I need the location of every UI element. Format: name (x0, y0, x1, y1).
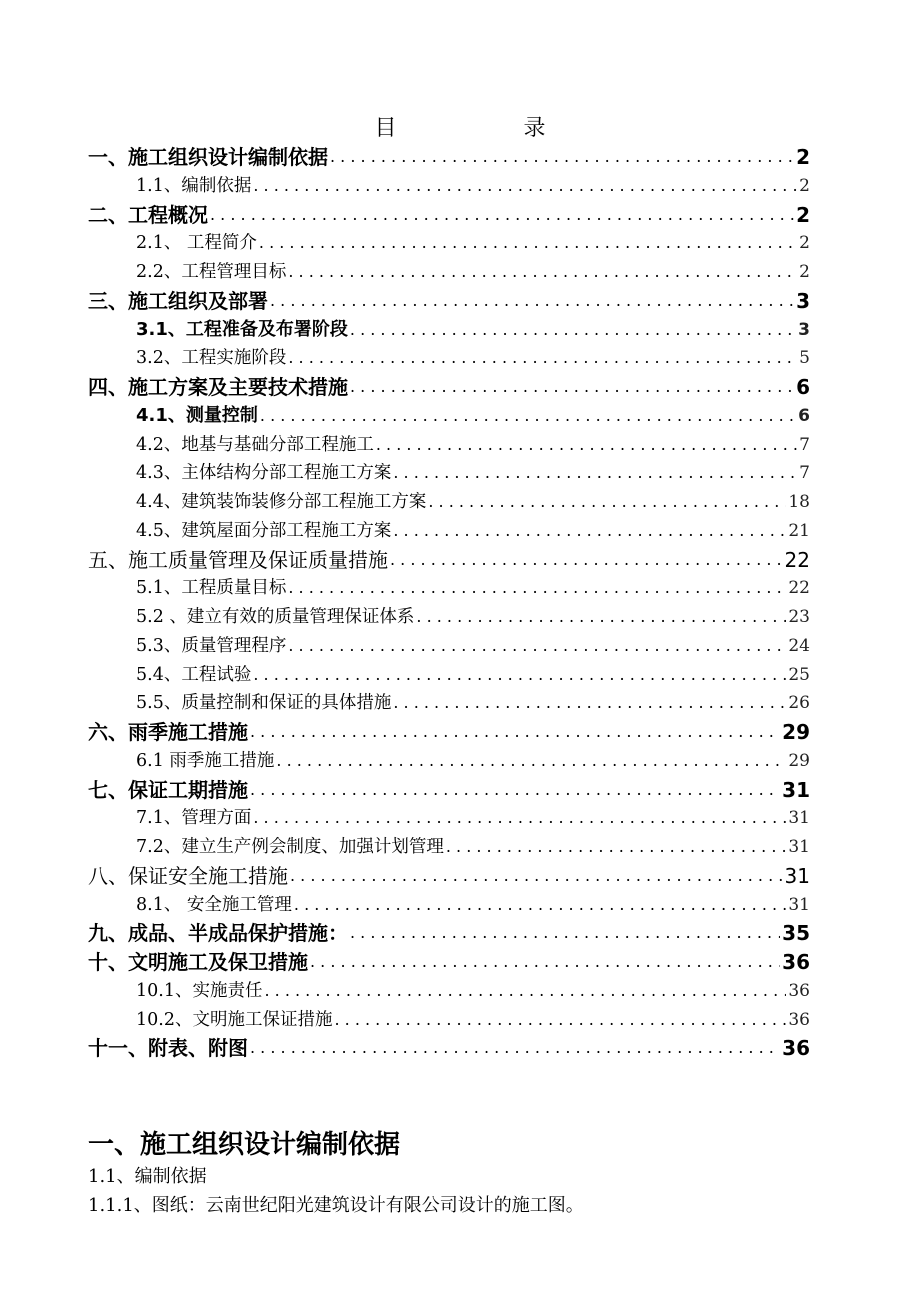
toc-subentry[interactable] (136, 977, 810, 1005)
toc-subentry[interactable] (136, 459, 810, 487)
toc-page-number: 31 (782, 777, 810, 802)
toc-entry[interactable] (88, 1034, 810, 1062)
toc-subentry[interactable] (136, 632, 810, 660)
dot-leader (393, 689, 786, 717)
toc-page-number: 22 (788, 578, 810, 599)
toc-page-number: 3 (798, 319, 810, 340)
body-paragraph: 1.1.1、图纸：云南世纪阳光建筑设计有限公司设计的施工图。 (88, 1195, 584, 1216)
toc-entry[interactable] (88, 373, 810, 401)
toc-subentry[interactable] (136, 344, 810, 372)
toc-entry-label: 10.1、实施责任 (136, 980, 263, 1001)
toc-subentry[interactable] (136, 689, 810, 717)
toc-page-number: 2 (796, 145, 810, 169)
dot-leader (350, 919, 780, 947)
toc-entry-label: 5.4、工程试验 (136, 664, 252, 685)
dot-leader (393, 459, 797, 487)
toc-page-number: 35 (782, 921, 810, 946)
toc-page-number: 36 (782, 1036, 810, 1061)
dot-leader (288, 632, 786, 660)
toc-subentry[interactable] (136, 402, 810, 430)
dot-leader (376, 431, 797, 459)
dot-leader (250, 718, 780, 746)
dot-leader (350, 373, 794, 401)
toc-page-number: 29 (788, 750, 810, 771)
toc-page-number: 31 (788, 808, 810, 829)
toc-entry-label: 二、工程概况 (88, 202, 208, 227)
dot-leader (210, 201, 794, 229)
dot-leader (294, 891, 786, 919)
toc-page-number: 5 (799, 348, 810, 369)
toc-subentry[interactable] (136, 804, 810, 832)
dot-leader (290, 862, 783, 890)
dot-leader (250, 1034, 780, 1062)
toc-subentry[interactable] (136, 661, 810, 689)
toc-page-number: 31 (788, 837, 810, 857)
toc-entry-label: 7.1、管理方面 (136, 808, 252, 829)
toc-entry-label: 10.2、文明施工保证措施 (136, 1009, 333, 1030)
dot-leader (446, 833, 787, 861)
toc-entry-label: 九、成品、半成品保护措施： (88, 921, 348, 946)
toc-entry-label: 1.1、编制依据 (136, 175, 252, 196)
toc-page-number: 26 (788, 693, 810, 714)
toc-subentry[interactable] (136, 891, 810, 919)
toc-subentry[interactable] (136, 431, 810, 459)
dot-leader (288, 258, 797, 286)
toc-entry-label: 四、施工方案及主要技术措施 (88, 375, 348, 399)
toc-entry-label: 5.1、工程质量目标 (136, 578, 287, 599)
toc-page-number: 36 (782, 950, 810, 974)
dot-leader (310, 948, 780, 976)
toc-page-number: 24 (788, 635, 810, 656)
toc-entry-label: 5.5、质量控制和保证的具体措施 (136, 693, 392, 714)
toc-entry-label: 一、施工组织设计编制依据 (88, 145, 328, 169)
toc-page-number: 7 (799, 434, 810, 455)
toc-entry[interactable] (88, 287, 810, 315)
toc-entry[interactable] (88, 862, 810, 890)
toc-page-number: 6 (796, 375, 810, 399)
toc-subentry[interactable] (136, 258, 810, 286)
toc-entry-label: 4.3、主体结构分部工程施工方案 (136, 463, 392, 484)
toc-page-number: 2 (799, 175, 810, 196)
toc-page-number: 2 (796, 202, 810, 227)
toc-entry[interactable] (88, 201, 810, 229)
dot-leader (253, 804, 786, 832)
dot-leader (390, 546, 783, 574)
toc-page-number: 18 (788, 492, 810, 512)
toc-entry[interactable] (88, 919, 810, 947)
toc-entry-label: 十一、附表、附图 (88, 1036, 248, 1061)
toc-page-number: 36 (788, 1009, 810, 1030)
toc-entry-label: 2.1、 工程简介 (136, 233, 257, 254)
toc-page-number: 29 (782, 720, 810, 744)
toc-entry-label: 五、施工质量管理及保证质量措施 (88, 547, 388, 572)
toc-page-number: 2 (799, 233, 810, 254)
dot-leader (416, 603, 786, 631)
toc-entry-label: 4.2、地基与基础分部工程施工 (136, 434, 374, 455)
toc-entry-label: 5.2 、建立有效的质量管理保证体系 (136, 607, 415, 627)
dot-leader (253, 661, 786, 689)
dot-leader (276, 747, 786, 775)
toc-subentry[interactable] (136, 1006, 810, 1034)
dot-leader (288, 574, 786, 602)
toc-subentry[interactable] (136, 488, 810, 516)
section-heading: 一、施工组织设计编制依据 (88, 1130, 401, 1160)
toc-subentry[interactable] (136, 747, 810, 775)
toc-page-number: 2 (799, 262, 810, 282)
toc-page-number: 31 (784, 863, 810, 888)
toc-entry-label: 7.2、建立生产例会制度、加强计划管理 (136, 837, 444, 857)
dot-leader (270, 287, 794, 315)
toc-subentry[interactable] (136, 517, 810, 545)
toc-entry-label: 3.2、工程实施阶段 (136, 348, 287, 369)
toc-entry-label: 2.2、工程管理目标 (136, 262, 287, 282)
toc-entry-label: 八、保证安全施工措施 (88, 863, 288, 888)
toc-entry-label: 8.1、 安全施工管理 (136, 894, 292, 915)
toc-page-number: 6 (798, 405, 810, 426)
toc-page-number: 7 (799, 463, 810, 484)
dot-leader (259, 229, 797, 257)
toc-page-number: 21 (788, 520, 810, 541)
toc-subentry[interactable] (136, 833, 810, 861)
dot-leader (253, 172, 797, 200)
toc-subentry[interactable] (136, 574, 810, 602)
dot-leader (350, 316, 796, 344)
toc-subentry[interactable] (136, 172, 810, 200)
dot-leader (428, 488, 786, 516)
toc-subentry[interactable] (136, 316, 810, 344)
subsection-heading: 1.1、编制依据 (88, 1166, 207, 1187)
dot-leader (334, 1006, 786, 1034)
toc-subentry[interactable] (136, 603, 810, 631)
toc-entry-label: 三、施工组织及部署 (88, 288, 268, 313)
toc-page-number: 3 (796, 288, 810, 313)
toc-page-number: 23 (788, 607, 810, 627)
toc-entry-label: 4.1、测量控制 (136, 404, 258, 426)
toc-title: 目 录 (374, 116, 606, 141)
dot-leader (330, 143, 794, 171)
toc-entry-label: 6.1 雨季施工措施 (136, 750, 275, 771)
toc-entry[interactable] (88, 776, 810, 804)
toc-page-number: 22 (784, 547, 810, 572)
toc-subentry[interactable] (136, 229, 810, 257)
toc-entry-label: 六、雨季施工措施 (88, 720, 248, 744)
toc-entry[interactable] (88, 546, 810, 574)
toc-entry[interactable] (88, 948, 810, 976)
toc-entry-label: 4.4、建筑装饰装修分部工程施工方案 (136, 492, 427, 512)
dot-leader (264, 977, 786, 1005)
toc-page-number: 31 (788, 894, 810, 915)
dot-leader (250, 776, 780, 804)
toc-entry-label: 十、文明施工及保卫措施 (88, 950, 308, 974)
toc-entry-label: 3.1、工程准备及布署阶段 (136, 318, 348, 340)
dot-leader (393, 517, 786, 545)
toc-page-number: 25 (788, 664, 810, 685)
dot-leader (288, 344, 797, 372)
toc-entry-label: 4.5、建筑屋面分部工程施工方案 (136, 520, 392, 541)
toc-entry[interactable] (88, 143, 810, 171)
toc-entry-label: 七、保证工期措施 (88, 777, 248, 802)
toc-entry[interactable] (88, 718, 810, 746)
toc-entry-label: 5.3、质量管理程序 (136, 635, 287, 656)
dot-leader (260, 402, 796, 430)
toc-page-number: 36 (788, 980, 810, 1001)
